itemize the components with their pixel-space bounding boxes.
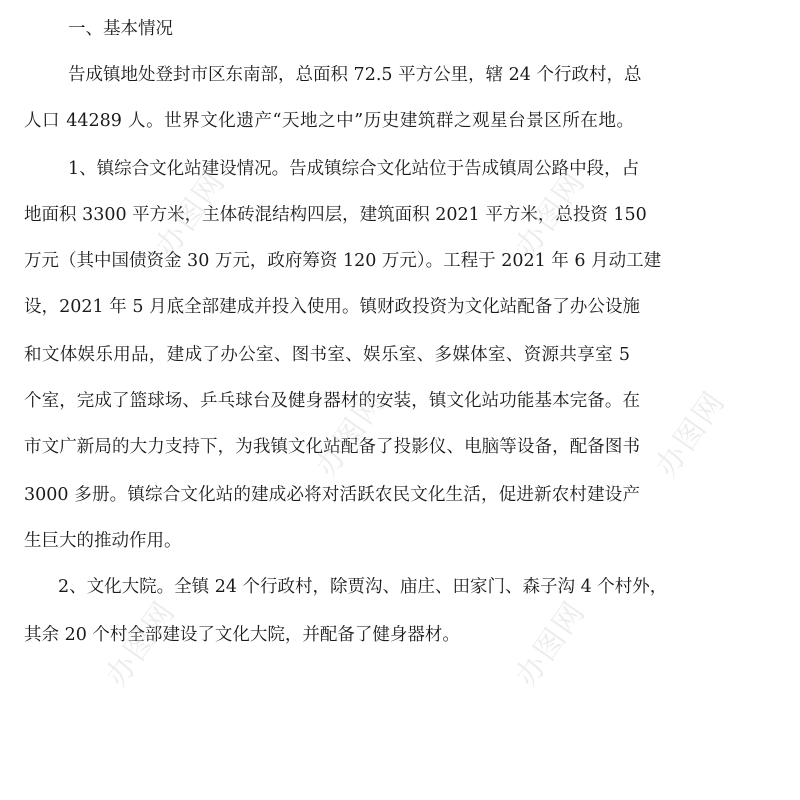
text-line: 和文体娱乐用品，建成了办公室、图书室、娱乐室、多媒体室、资源共享室 5 — [24, 345, 630, 365]
text-line: 人口 44289 人。世界文化遗产“天地之中”历史建筑群之观星台景区所在地。 — [24, 111, 634, 131]
watermark-text: 办图网 — [149, 164, 233, 264]
text-line: 市文广新局的大力支持下，为我镇文化站配备了投影仪、电脑等设备，配备图书 — [24, 437, 640, 457]
watermark-text: 办图网 — [99, 594, 183, 694]
watermark-text: 办图网 — [649, 384, 733, 484]
text-line: 告成镇地处登封市区东南部，总面积 72.5 平方公里，辖 24 个行政村，总 — [68, 65, 642, 85]
watermark-text: 办图网 — [509, 594, 593, 694]
text-line: 1、镇综合文化站建设情况。告成镇综合文化站位于告成镇周公路中段，占 — [68, 159, 640, 179]
watermark-text: 办图网 — [509, 164, 593, 264]
watermark-text: 办图网 — [309, 384, 393, 484]
text-line: 万元（其中国债资金 30 万元，政府筹资 120 万元）。工程于 2021 年 6 月动工建 — [24, 251, 662, 271]
text-line: 设，2021 年 5 月底全部建成并投入使用。镇财政投资为文化站配备了办公设施 — [24, 297, 640, 317]
text-line: 个室，完成了篮球场、乒乓球台及健身器材的安装，镇文化站功能基本完备。在 — [24, 391, 640, 411]
text-line: 3000 多册。镇综合文化站的建成必将对活跃农民文化生活，促进新农村建设产 — [24, 485, 640, 505]
text-line: 其余 20 个村全部建设了文化大院，并配备了健身器材。 — [24, 625, 460, 645]
text-line: 2、文化大院。全镇 24 个行政村，除贾沟、庙庄、田家门、森子沟 4 个村外， — [58, 577, 668, 597]
text-line: 生巨大的推动作用。 — [24, 531, 182, 551]
section-heading: 一、基本情况 — [68, 19, 173, 39]
text-line: 地面积 3300 平方米，主体砖混结构四层，建筑面积 2021 平方米，总投资 150 — [24, 205, 647, 225]
